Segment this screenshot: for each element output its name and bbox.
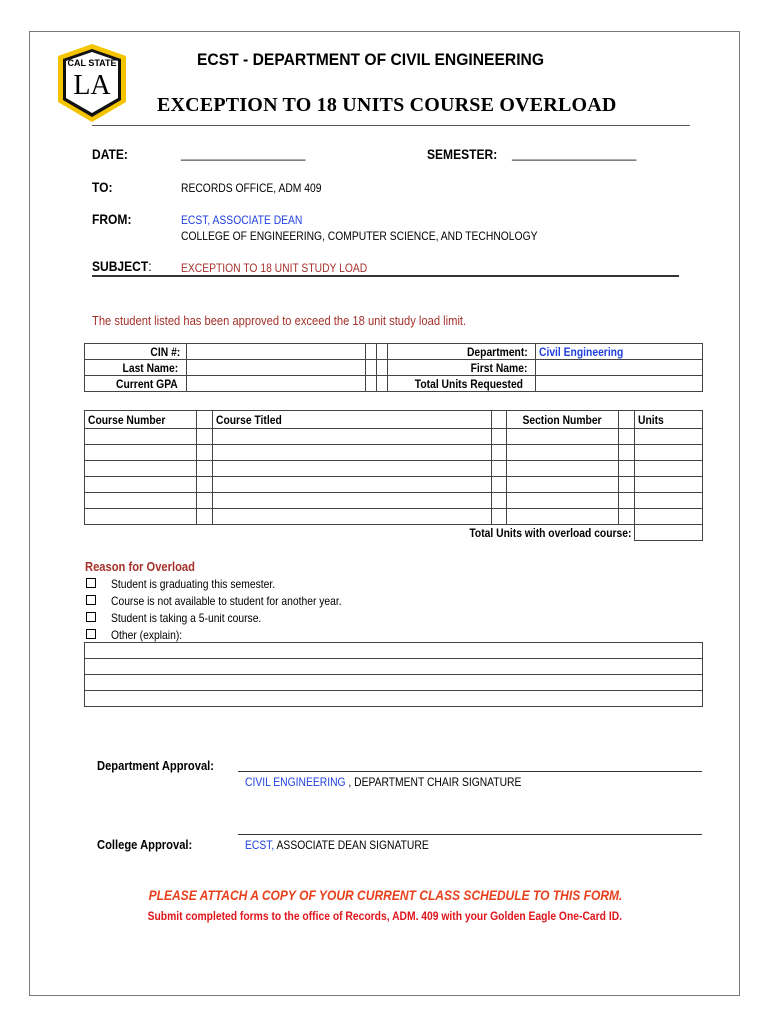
checkbox-icon[interactable]: [86, 612, 96, 622]
cal-state-la-logo: [54, 42, 130, 124]
course-cell[interactable]: [85, 429, 197, 445]
course-cell[interactable]: [635, 429, 703, 445]
subject-label: SUBJECT: [92, 258, 149, 274]
course-cell[interactable]: [213, 429, 492, 445]
last-name-label: Last Name:: [122, 360, 179, 375]
department-title: ECST - DEPARTMENT OF CIVIL ENGINEERING: [197, 50, 544, 69]
subject-value: EXCEPTION TO 18 UNIT STUDY LOAD: [181, 261, 368, 275]
course-cell[interactable]: [492, 429, 507, 445]
semester-field[interactable]: ____________________: [512, 146, 637, 161]
course-cell[interactable]: [213, 461, 492, 477]
course-cell[interactable]: [506, 477, 618, 493]
reason-heading: Reason for Overload: [85, 559, 195, 574]
cin-label: CIN #:: [150, 344, 181, 359]
first-name-input[interactable]: [536, 360, 703, 376]
header-divider: [92, 125, 690, 126]
last-name-input[interactable]: [186, 360, 366, 376]
course-cell[interactable]: [492, 509, 507, 525]
course-cell[interactable]: [618, 429, 635, 445]
course-cell[interactable]: [196, 493, 213, 509]
form-title: EXCEPTION TO 18 UNITS COURSE OVERLOAD: [157, 94, 617, 116]
svg-text:LA: LA: [73, 70, 111, 101]
course-cell[interactable]: [635, 461, 703, 477]
department-signature-dept: CIVIL ENGINEERING: [245, 775, 346, 789]
course-cell[interactable]: [85, 477, 197, 493]
reason-option-label: Other (explain):: [111, 628, 183, 642]
subject-colon: :: [148, 258, 152, 274]
course-row[interactable]: [85, 445, 703, 461]
to-label: TO:: [92, 179, 113, 195]
course-table: [84, 410, 703, 541]
course-cell[interactable]: [196, 429, 213, 445]
course-cell[interactable]: [213, 445, 492, 461]
course-row[interactable]: [85, 509, 703, 525]
course-cell[interactable]: [618, 477, 635, 493]
course-cell[interactable]: [506, 509, 618, 525]
course-row[interactable]: [85, 461, 703, 477]
reason-option-label: Student is graduating this semester.: [111, 577, 276, 591]
course-cell[interactable]: [213, 477, 492, 493]
course-cell[interactable]: [85, 461, 197, 477]
student-info-table: [84, 343, 703, 392]
course-cell[interactable]: [85, 493, 197, 509]
course-cell[interactable]: [506, 461, 618, 477]
attach-note: PLEASE ATTACH A COPY OF YOUR CURRENT CLASS SCHEDULE TO THIS FORM.: [148, 887, 622, 903]
course-cell[interactable]: [196, 461, 213, 477]
explain-box[interactable]: [84, 642, 703, 707]
course-cell[interactable]: [492, 461, 507, 477]
course-cell[interactable]: [618, 509, 635, 525]
total-units-overload-label: Total Units with overload course:: [469, 525, 632, 540]
course-cell[interactable]: [196, 477, 213, 493]
approval-statement: The student listed has been approved to exceed the 18 unit study load limit.: [92, 313, 467, 328]
department-approval-label: Department Approval:: [97, 758, 215, 773]
total-units-input[interactable]: [536, 376, 703, 392]
department-label: Department:: [466, 344, 528, 359]
course-cell[interactable]: [506, 445, 618, 461]
total-units-overload-input[interactable]: [635, 525, 703, 541]
course-cell[interactable]: [635, 477, 703, 493]
course-cell[interactable]: [85, 445, 197, 461]
svg-text:CAL STATE: CAL STATE: [67, 58, 117, 68]
header-course-number: Course Number: [88, 412, 166, 427]
college-signature-line[interactable]: [238, 834, 702, 835]
course-cell[interactable]: [618, 445, 635, 461]
checkbox-icon[interactable]: [86, 595, 96, 605]
course-cell[interactable]: [85, 509, 197, 525]
first-name-label: First Name:: [470, 360, 528, 375]
college-signature-dept: ECST,: [245, 838, 275, 852]
reason-option[interactable]: [86, 575, 302, 593]
gpa-label: Current GPA: [116, 376, 178, 391]
date-field[interactable]: ____________________: [181, 146, 306, 161]
department-signature-caption: , DEPARTMENT CHAIR SIGNATURE: [345, 775, 522, 789]
reason-option[interactable]: [86, 609, 286, 627]
checkbox-icon[interactable]: [86, 578, 96, 588]
gpa-input[interactable]: [186, 376, 366, 392]
course-cell[interactable]: [196, 509, 213, 525]
course-cell[interactable]: [635, 493, 703, 509]
course-cell[interactable]: [618, 461, 635, 477]
cin-input[interactable]: [186, 344, 366, 360]
department-value: Civil Engineering: [539, 344, 624, 359]
subject-divider: [92, 275, 679, 277]
course-cell[interactable]: [635, 445, 703, 461]
reason-option-label: Student is taking a 5-unit course.: [111, 611, 262, 625]
course-cell[interactable]: [492, 493, 507, 509]
course-cell[interactable]: [635, 509, 703, 525]
reason-option[interactable]: [86, 592, 379, 610]
from-line-2: COLLEGE OF ENGINEERING, COMPUTER SCIENCE, AND TECHNOLOGY: [181, 229, 538, 243]
course-cell[interactable]: [492, 445, 507, 461]
course-cell[interactable]: [506, 429, 618, 445]
checkbox-icon[interactable]: [86, 629, 96, 639]
header-units: Units: [638, 412, 664, 427]
submit-note: Submit completed forms to the office of Records, ADM. 409 with your Golden Eagle One-Card ID.: [147, 909, 623, 923]
course-cell[interactable]: [213, 493, 492, 509]
college-approval-label: College Approval:: [97, 837, 193, 852]
from-line-1: ECST, ASSOCIATE DEAN: [181, 213, 303, 227]
semester-label: SEMESTER:: [427, 146, 498, 162]
college-signature-caption: ASSOCIATE DEAN SIGNATURE: [274, 838, 429, 852]
course-cell[interactable]: [492, 477, 507, 493]
course-row[interactable]: [85, 477, 703, 493]
course-row[interactable]: [85, 429, 703, 445]
course-row[interactable]: [85, 493, 703, 509]
to-value: RECORDS OFFICE, ADM 409: [181, 181, 322, 195]
header-section-number: Section Number: [522, 412, 602, 427]
department-signature-line[interactable]: [238, 771, 702, 772]
course-cell[interactable]: [196, 445, 213, 461]
from-label: FROM:: [92, 211, 132, 227]
total-units-label: Total Units Requested: [415, 376, 524, 391]
reason-option-label: Course is not available to student for another year.: [111, 594, 342, 608]
date-label: DATE:: [92, 146, 128, 162]
course-cell[interactable]: [213, 509, 492, 525]
course-cell[interactable]: [506, 493, 618, 509]
header-course-title: Course Titled: [216, 412, 283, 427]
course-cell[interactable]: [618, 493, 635, 509]
